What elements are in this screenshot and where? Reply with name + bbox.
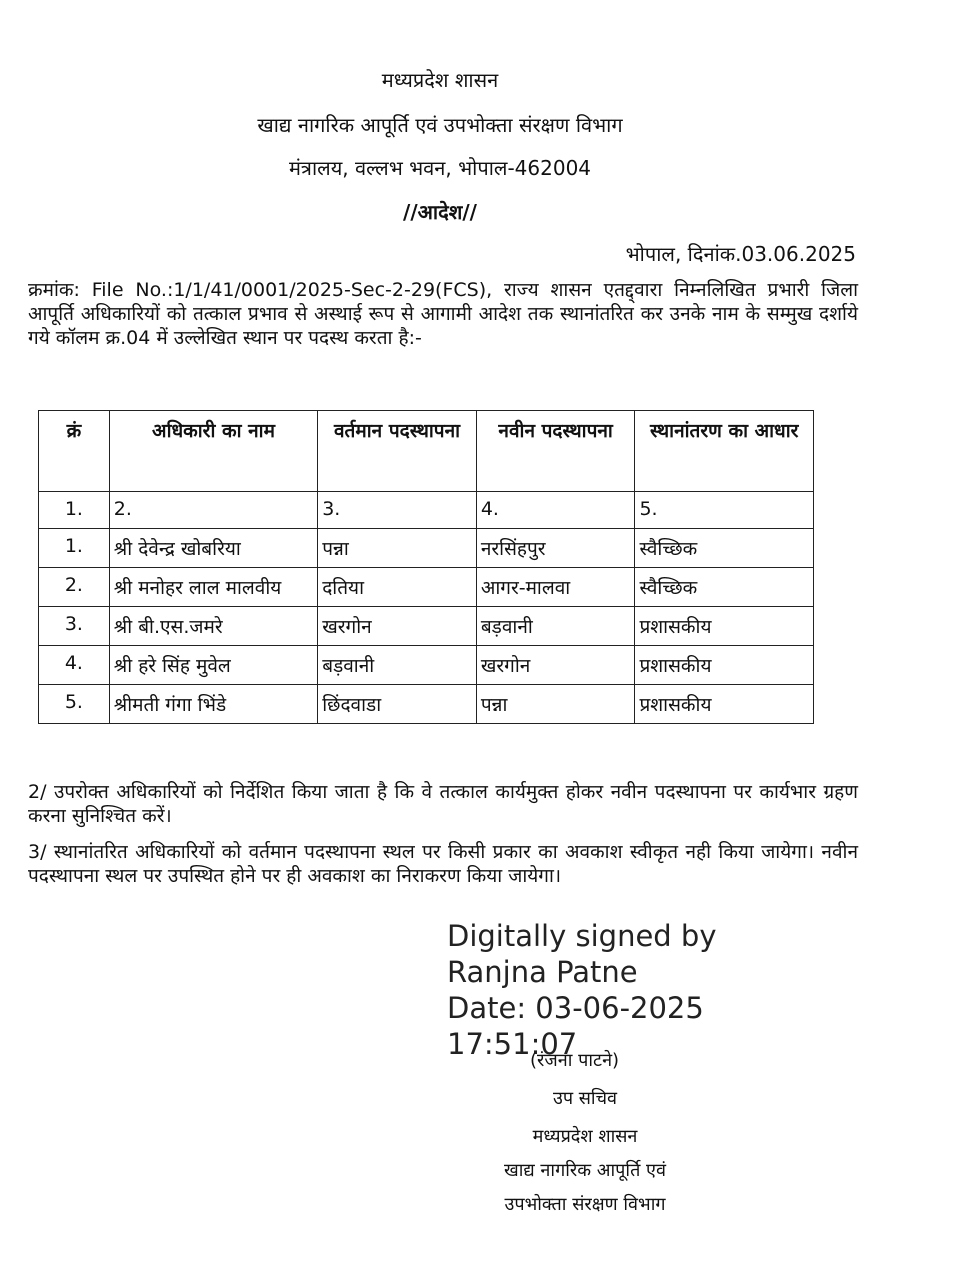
- index-cell: 3.: [318, 492, 477, 529]
- cell-new-posting: बड़वानी: [476, 607, 635, 646]
- table-row: [39, 529, 814, 568]
- table-row: [39, 646, 814, 685]
- order-instruction-3: 3/ स्थानांतरित अधिकारियों को वर्तमान पदस्थापना स्थल पर किसी प्रकार का अवकाश स्वीकृत नही किया जायेगा। नवीन पदस्थापना स्थल पर उपस्थित होने पर ही अवकाश का निराकरण किया जायेगा।: [28, 841, 858, 887]
- cell-transfer-basis: स्वैच्छिक: [635, 529, 814, 568]
- signatory-name: (रंजना पाटने): [530, 1050, 620, 1071]
- table-row: [39, 568, 814, 607]
- header-government: मध्यप्रदेश शासन: [381, 68, 499, 92]
- cell-new-posting: खरगोन: [476, 646, 635, 685]
- header-transfer-basis: स्थानांतरण का आधार: [635, 411, 814, 492]
- index-cell: 4.: [476, 492, 635, 529]
- cell-serial: 1.: [39, 529, 110, 568]
- index-cell: 1.: [39, 492, 110, 529]
- cell-new-posting: पन्ना: [476, 685, 635, 724]
- cell-current-posting: बड़वानी: [318, 646, 477, 685]
- order-preamble: क्रमांक: File No.:1/1/41/0001/2025-Sec-2-29(FCS), राज्य शासन एतद्द्वारा निम्नलिखित प्रभारी जिला आपूर्ति अधिकारियों को तत्काल प्रभाव से अस्थाई रूप से आगामी आदेश तक स्थानांतरित कर उनके नाम के सम्मुख दर्शाये गये कॉलम क्र.04 में उल्लेखित स्थान पर पदस्थ करता है:-: [28, 279, 858, 349]
- cell-officer-name: श्री बी.एस.जमरे: [109, 607, 317, 646]
- header-officer-name: अधिकारी का नाम: [109, 411, 317, 492]
- cell-transfer-basis: प्रशासकीय: [635, 607, 814, 646]
- header-address: मंत्रालय, वल्लभ भवन, भोपाल-462004: [288, 156, 592, 180]
- order-date: भोपाल, दिनांक.03.06.2025: [625, 242, 856, 266]
- cell-officer-name: श्री मनोहर लाल मालवीय: [109, 568, 317, 607]
- table-index-row: [39, 492, 814, 529]
- signature-signer: Ranjna Patne: [447, 955, 638, 989]
- signatory-org-line1: मध्यप्रदेश शासन: [532, 1126, 638, 1147]
- table-header-row: [39, 411, 814, 492]
- header-current-posting: वर्तमान पदस्थापना: [318, 411, 477, 492]
- cell-officer-name: श्री देवेन्द्र खोबरिया: [109, 529, 317, 568]
- cell-current-posting: पन्ना: [318, 529, 477, 568]
- signature-date: Date: 03-06-2025: [447, 991, 704, 1025]
- index-cell: 5.: [635, 492, 814, 529]
- signatory-org-line2: खाद्य नागरिक आपूर्ति एवं: [503, 1160, 667, 1181]
- signatory-org-line3: उपभोक्ता संरक्षण विभाग: [504, 1194, 666, 1215]
- cell-current-posting: छिंदवाडा: [318, 685, 477, 724]
- cell-current-posting: दतिया: [318, 568, 477, 607]
- signature-line: Digitally signed by: [447, 919, 717, 953]
- cell-current-posting: खरगोन: [318, 607, 477, 646]
- cell-serial: 5.: [39, 685, 110, 724]
- cell-new-posting: आगर-मालवा: [476, 568, 635, 607]
- table-row: [39, 607, 814, 646]
- header-order-title: //आदेश//: [403, 200, 477, 224]
- cell-serial: 3.: [39, 607, 110, 646]
- cell-officer-name: श्रीमती गंगा भिंडे: [109, 685, 317, 724]
- order-instruction-2: 2/ उपरोक्त अधिकारियों को निर्देशित किया जाता है कि वे तत्काल कार्यमुक्त होकर नवीन पदस्थापना पर कार्यभार ग्रहण करना सुनिश्चित करें।: [28, 781, 858, 827]
- cell-officer-name: श्री हरे सिंह मुवेल: [109, 646, 317, 685]
- digital-signature-stamp: [447, 918, 716, 1062]
- cell-new-posting: नरसिंहपुर: [476, 529, 635, 568]
- table-row: [39, 685, 814, 724]
- transfer-table: [38, 410, 814, 724]
- cell-serial: 4.: [39, 646, 110, 685]
- signature-time: 17:51:07: [447, 1027, 578, 1061]
- header-serial: क्रं: [39, 411, 110, 492]
- index-cell: 2.: [109, 492, 317, 529]
- cell-transfer-basis: स्वैच्छिक: [635, 568, 814, 607]
- cell-transfer-basis: प्रशासकीय: [635, 685, 814, 724]
- signatory-designation: उप सचिव: [552, 1088, 618, 1109]
- cell-transfer-basis: प्रशासकीय: [635, 646, 814, 685]
- cell-serial: 2.: [39, 568, 110, 607]
- header-new-posting: नवीन पदस्थापना: [476, 411, 635, 492]
- header-department: खाद्य नागरिक आपूर्ति एवं उपभोक्ता संरक्षण विभाग: [257, 113, 623, 137]
